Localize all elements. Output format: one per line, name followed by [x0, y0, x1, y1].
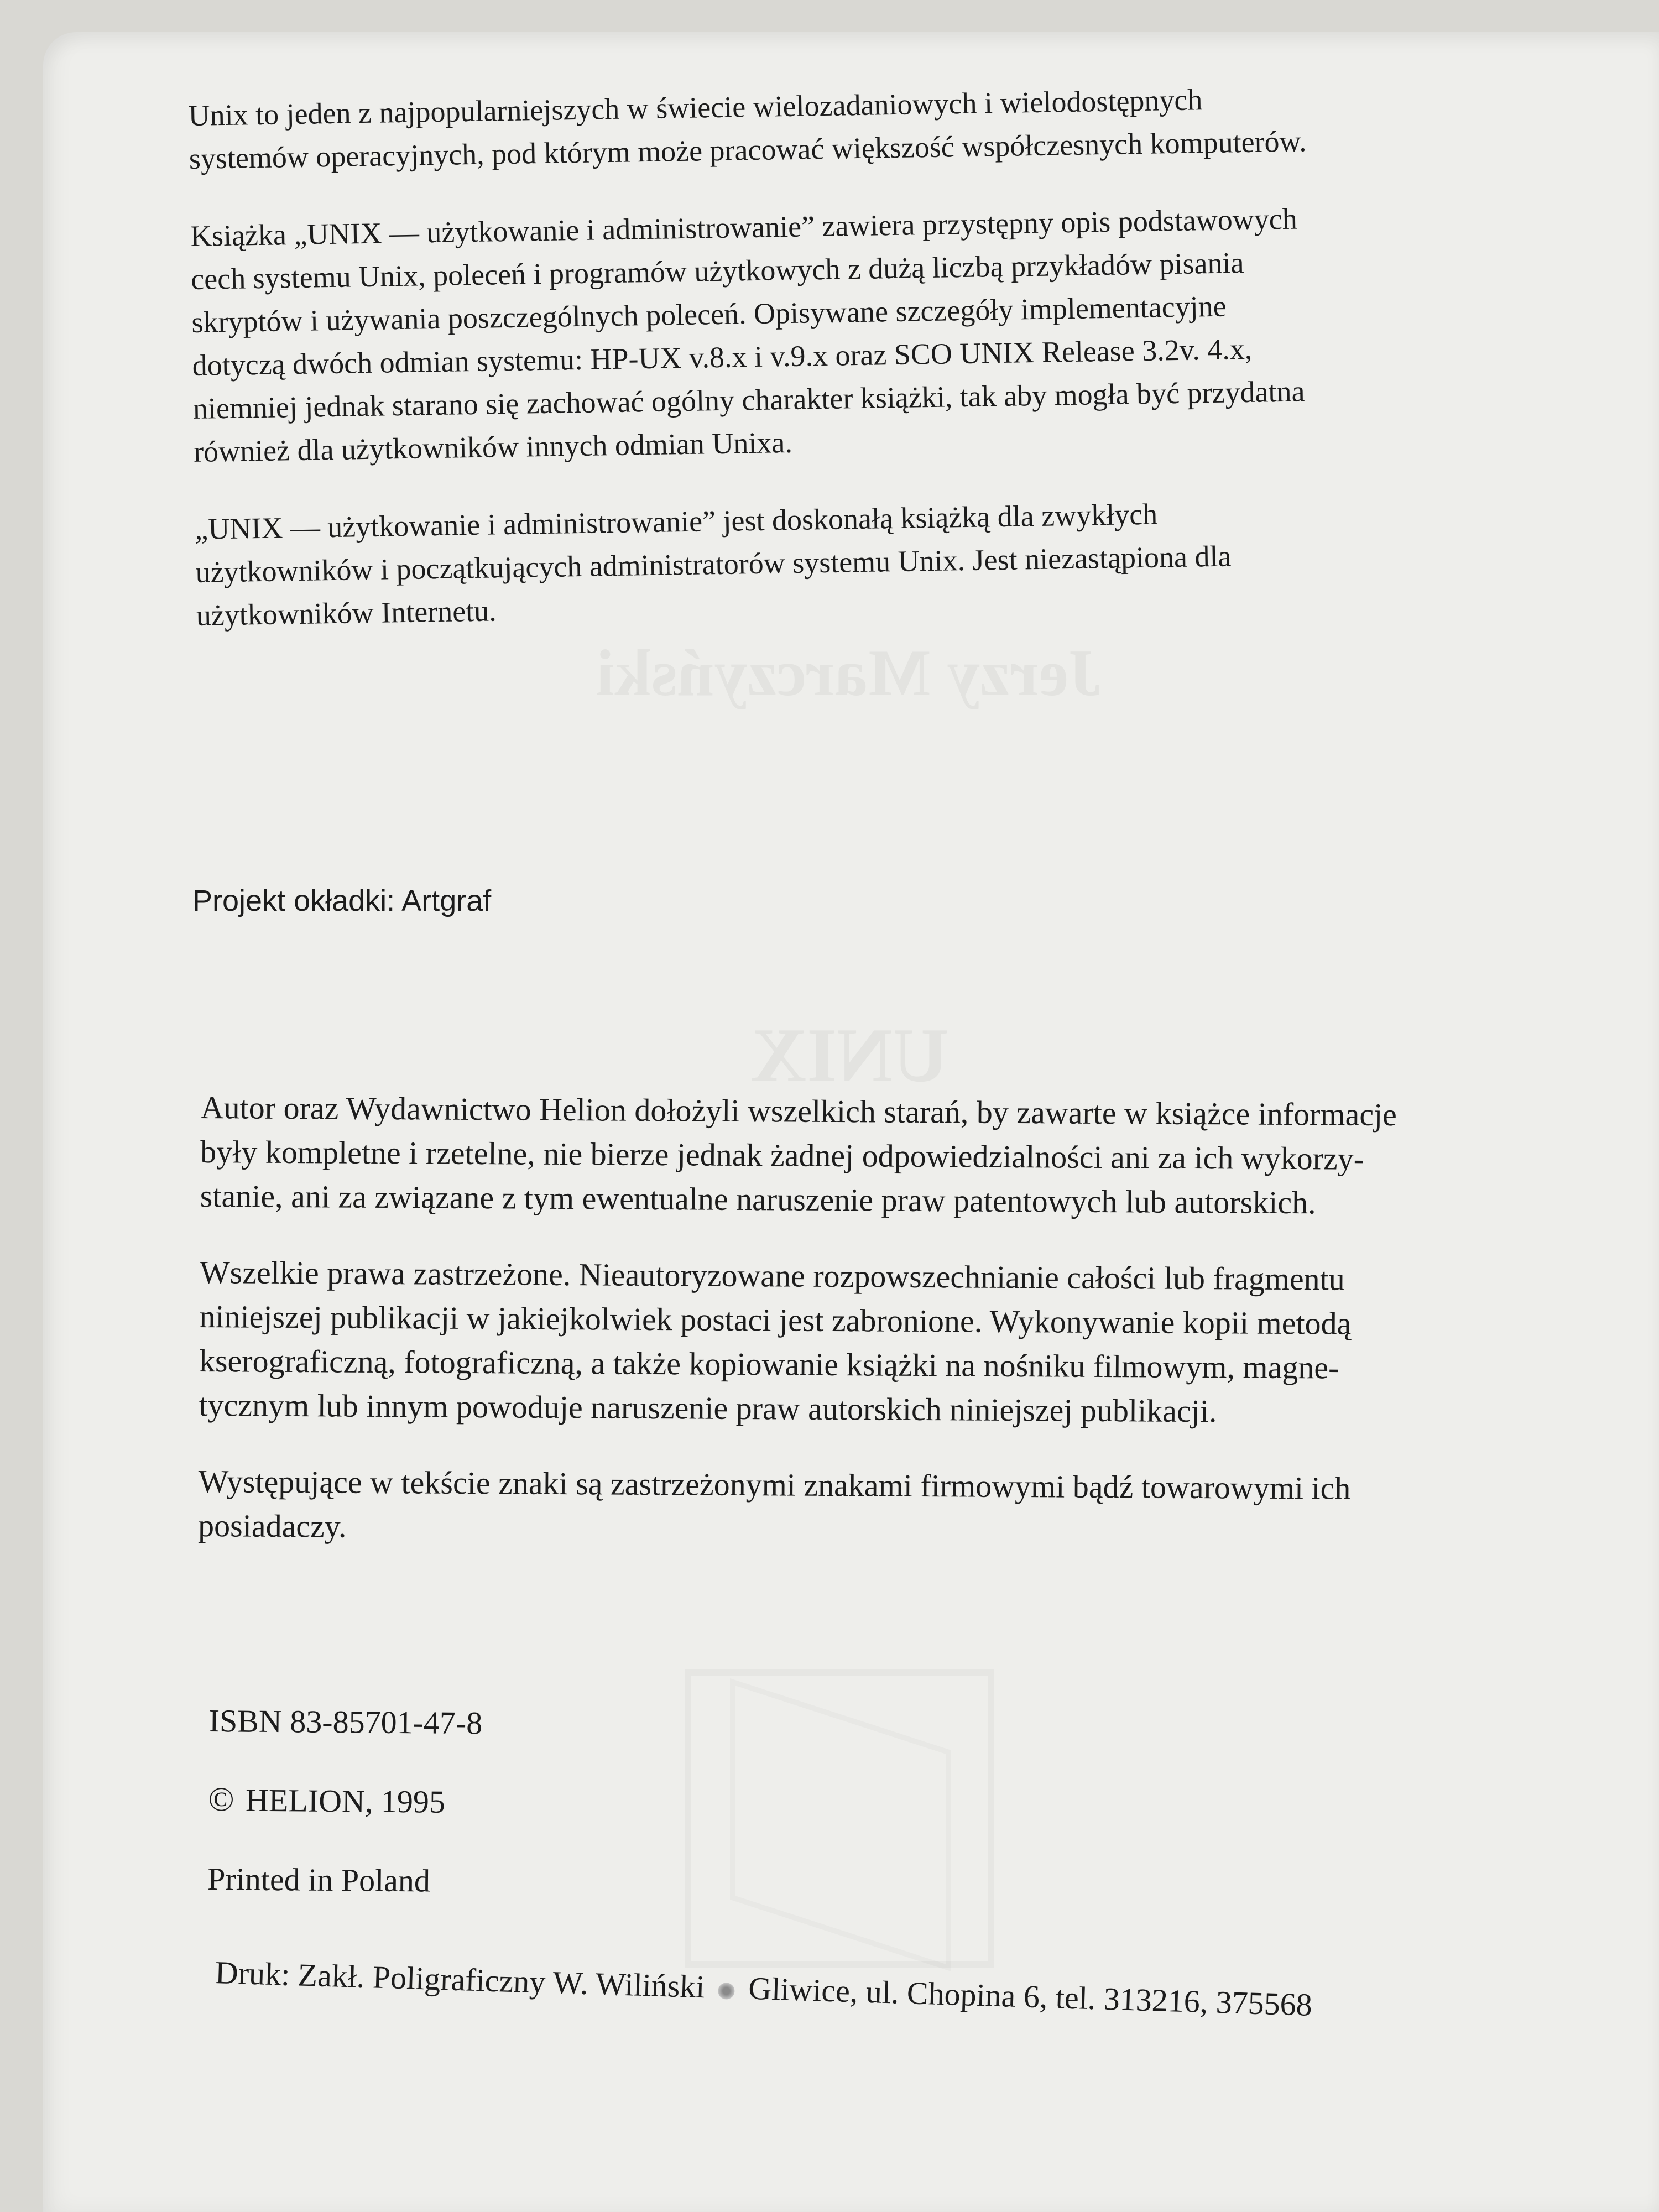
text-line: Unix to jeden z najpopularniejszych w świecie wielozadaniowych i wielodostępnych [188, 83, 1203, 132]
printer-name: Druk: Zakł. Poligraficzny W. Wiliński [215, 1954, 706, 2005]
text-line: skryptów i używania poszczególnych poleceń. Opisywane szczegóły implementacyjne [191, 289, 1227, 339]
separator-dot-icon [718, 1983, 735, 2000]
printer-address: Gliwice, ul. Chopina 6, tel. 313216, 375568 [748, 1970, 1313, 2023]
description-paragraph-2 [190, 194, 1543, 473]
text-line: użytkowników Internetu. [196, 594, 497, 632]
text-line: systemów operacyjnych, pod którym może pracować większość współczesnych komputerów. [189, 124, 1307, 175]
text-line: „UNIX — użytkowanie i administrowanie” jest doskonałą książką dla zwykłych [194, 497, 1158, 546]
text-line: stanie, ani za związane z tym ewentualne naruszenie praw patentowych lub autorskich. [200, 1177, 1316, 1221]
text-line: dotyczą dwóch odmian systemu: HP-UX v.8.x i v.9.x oraz SCO UNIX Release 3.2v. 4.x, [192, 332, 1253, 382]
book-description [188, 73, 1546, 671]
legal-notice [198, 1086, 1550, 1588]
printed-in: Printed in Poland [207, 1860, 431, 1899]
book-page [43, 32, 1659, 2212]
text-line: użytkowników i początkujących administratorów systemu Unix. Jest niezastąpiona dla [195, 539, 1232, 589]
text-line: tycznym lub innym powoduje naruszenie praw autorskich niniejszej publikacji. [199, 1386, 1217, 1430]
description-paragraph-1 [188, 73, 1538, 180]
copyright-holder: HELION, 1995 [245, 1782, 446, 1820]
description-paragraph-3 [195, 487, 1546, 637]
text-line: cech systemu Unix, poleceń i programów użytkowych z dużą liczbą przykładów pisania [190, 246, 1244, 296]
legal-paragraph-3 [198, 1459, 1548, 1556]
imprint-block [207, 1702, 482, 1940]
copyright-line [208, 1780, 482, 1822]
text-line: niniejszej publikacji w jakiejkolwiek postaci jest zabronione. Wykonywanie kopii metodą [199, 1298, 1352, 1342]
text-line: Wszelkie prawa zastrzeżone. Nieautoryzowane rozpowszechnianie całości lub fragmentu [199, 1254, 1345, 1297]
isbn: ISBN 83-85701-47-8 [208, 1703, 483, 1741]
show-through-title: UNIX [751, 1013, 949, 1098]
cover-design-credit: Projekt okładki: Artgraf [192, 884, 492, 917]
text-line: Książka „UNIX — użytkowanie i administrowanie” zawiera przystępny opis podstawowych [190, 202, 1298, 253]
text-line: Występujące w tekście znaki są zastrzeżonymi znakami firmowymi bądź towarowymi ich [198, 1463, 1351, 1506]
legal-paragraph-2 [199, 1250, 1549, 1436]
text-line: były kompletne i rzetelne, nie bierze jednak żadnej odpowiedzialności ani za ich wykorzy- [200, 1133, 1365, 1177]
text-line: kserograficzną, fotograficzną, a także kopiowanie książki na nośniku filmowym, magne- [199, 1342, 1339, 1386]
show-through-author: Jerzy Marczyński [596, 636, 1102, 709]
text-line: Autor oraz Wydawnictwo Helion dołożyli wszelkich starań, by zawarte w książce informacje [200, 1089, 1397, 1133]
copyright-icon: © [208, 1780, 234, 1819]
text-line: również dla użytkowników innych odmian Unixa. [193, 425, 793, 468]
text-line: posiadaczy. [197, 1507, 347, 1545]
show-through-logo [685, 1669, 994, 1968]
legal-paragraph-1 [200, 1086, 1550, 1227]
text-line: niemniej jednak starano się zachować ogólny charakter książki, tak aby mogła być przydatna [192, 374, 1305, 425]
